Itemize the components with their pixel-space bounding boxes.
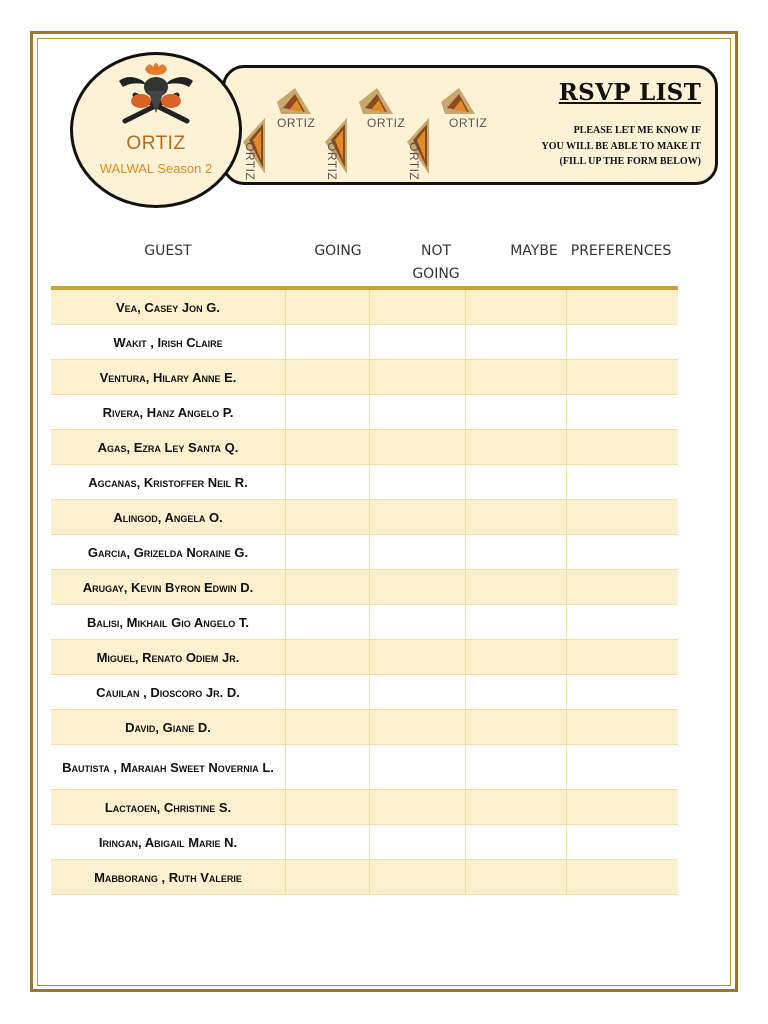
table-row [51, 535, 678, 570]
table-row [51, 325, 678, 360]
column-header-maybe: MAYBE [510, 243, 558, 259]
instruction-line: YOU WILL BE ABLE TO MAKE IT [541, 140, 701, 152]
tile-label: ORTIZ [367, 116, 406, 130]
not-going-cell[interactable] [369, 570, 466, 604]
logo-name: ORTIZ [126, 133, 186, 154]
not-going-cell[interactable] [369, 395, 466, 429]
tile-label-vertical: ORTIZ [325, 142, 339, 181]
tile-label: ORTIZ [277, 116, 316, 130]
rsvp-title: RSVP LIST [558, 79, 701, 106]
preferences-cell[interactable] [566, 395, 679, 429]
going-cell[interactable] [285, 290, 370, 324]
maybe-cell[interactable] [465, 290, 567, 324]
table-row [51, 640, 678, 675]
table-row [51, 790, 678, 825]
column-header-guest: GUEST [144, 243, 192, 259]
maybe-cell[interactable] [465, 710, 567, 744]
column-header-not-going [396, 240, 476, 286]
maybe-cell[interactable] [465, 605, 567, 639]
guest-name: Cauilan , Dioscoro Jr. D. [96, 684, 240, 700]
table-row [51, 360, 678, 395]
going-cell[interactable] [285, 745, 370, 789]
not-going-cell[interactable] [369, 605, 466, 639]
going-cell[interactable] [285, 710, 370, 744]
not-going-cell[interactable] [369, 465, 466, 499]
preferences-cell[interactable] [566, 790, 679, 824]
table-row [51, 290, 678, 325]
not-going-cell[interactable] [369, 860, 466, 894]
maybe-cell[interactable] [465, 790, 567, 824]
going-cell[interactable] [285, 605, 370, 639]
maybe-cell[interactable] [465, 465, 567, 499]
ortiz-logo [70, 52, 242, 208]
going-cell[interactable] [285, 360, 370, 394]
not-going-cell[interactable] [369, 790, 466, 824]
going-cell[interactable] [285, 500, 370, 534]
going-cell[interactable] [285, 790, 370, 824]
preferences-cell[interactable] [566, 465, 679, 499]
maybe-cell[interactable] [465, 360, 567, 394]
bull-skull-icon [115, 61, 197, 131]
maybe-cell[interactable] [465, 570, 567, 604]
going-cell[interactable] [285, 430, 370, 464]
header-line: GOING [412, 266, 460, 282]
going-cell[interactable] [285, 570, 370, 604]
maybe-cell[interactable] [465, 640, 567, 674]
not-going-cell[interactable] [369, 825, 466, 859]
column-header-preferences: PREFERENCES [570, 243, 672, 259]
going-cell[interactable] [285, 640, 370, 674]
table-row [51, 570, 678, 605]
preferences-cell[interactable] [566, 570, 679, 604]
going-cell[interactable] [285, 860, 370, 894]
preferences-cell[interactable] [566, 860, 679, 894]
not-going-cell[interactable] [369, 640, 466, 674]
guest-name: Bautista , Maraiah Sweet Novernia L. [62, 759, 274, 775]
preferences-cell[interactable] [566, 675, 679, 709]
table-row [51, 675, 678, 710]
maybe-cell[interactable] [465, 430, 567, 464]
header-line: NOT [420, 243, 452, 259]
maybe-cell[interactable] [465, 825, 567, 859]
preferences-cell[interactable] [566, 290, 679, 324]
maybe-cell[interactable] [465, 745, 567, 789]
guest-name: Miguel, Renato Odiem Jr. [96, 649, 240, 665]
not-going-cell[interactable] [369, 430, 466, 464]
preferences-cell[interactable] [566, 745, 679, 789]
column-header-going: GOING [314, 243, 362, 259]
maybe-cell[interactable] [465, 500, 567, 534]
going-cell[interactable] [285, 465, 370, 499]
going-cell[interactable] [285, 675, 370, 709]
table-row [51, 430, 678, 465]
not-going-cell[interactable] [369, 325, 466, 359]
guest-name: Agas, Ezra Ley Santa Q. [97, 439, 239, 455]
table-row [51, 465, 678, 500]
not-going-cell[interactable] [369, 290, 466, 324]
table-row [51, 395, 678, 430]
guest-name: Agcanas, Kristoffer Neil R. [88, 474, 248, 490]
preferences-cell[interactable] [566, 825, 679, 859]
guest-name: Iringan, Abigail Marie N. [98, 834, 238, 850]
tile-label-vertical: ORTIZ [407, 142, 421, 181]
guest-name: David, Giane D. [125, 719, 211, 735]
going-cell[interactable] [285, 825, 370, 859]
guest-name: Wakit , Irish Claire [113, 334, 223, 350]
table-row [51, 745, 678, 790]
guest-name: Rivera, Hanz Angelo P. [102, 404, 234, 420]
tile-label: ORTIZ [449, 116, 488, 130]
preferences-cell[interactable] [566, 430, 679, 464]
guest-name: Vea, Casey Jon G. [116, 299, 220, 315]
guest-name: Garcia, Grizelda Noraine G. [87, 544, 249, 560]
guest-name: Balisi, Mikhail Gio Angelo T. [87, 614, 249, 630]
logo-season: WALWAL Season 2 [99, 161, 213, 176]
table-row [51, 710, 678, 745]
instruction-line: PLEASE LET ME KNOW IF [573, 125, 701, 136]
not-going-cell[interactable] [369, 675, 466, 709]
preferences-cell[interactable] [566, 640, 679, 674]
maybe-cell[interactable] [465, 860, 567, 894]
guest-name: Alingod, Angela O. [113, 509, 223, 525]
going-cell[interactable] [285, 325, 370, 359]
not-going-cell[interactable] [369, 710, 466, 744]
ortiz-tile-logo [241, 78, 326, 181]
not-going-cell[interactable] [369, 500, 466, 534]
ortiz-tile-logo [323, 78, 408, 181]
rsvp-instructions [542, 123, 702, 170]
going-cell[interactable] [285, 395, 370, 429]
instruction-line: (FILL UP THE FORM BELOW) [559, 156, 701, 167]
preferences-cell[interactable] [566, 360, 679, 394]
preferences-cell[interactable] [566, 605, 679, 639]
tile-label-vertical: ORTIZ [243, 142, 257, 181]
header-banner [222, 65, 718, 185]
guest-name: Arugay, Kevin Byron Edwin D. [82, 579, 254, 595]
table-row [51, 500, 678, 535]
maybe-cell[interactable] [465, 675, 567, 709]
guest-name: Lactaoen, Christine S. [104, 799, 232, 815]
preferences-cell[interactable] [566, 710, 679, 744]
going-cell[interactable] [285, 535, 370, 569]
guest-name: Ventura, Hilary Anne E. [99, 369, 237, 385]
preferences-cell[interactable] [566, 535, 679, 569]
maybe-cell[interactable] [465, 325, 567, 359]
table-row [51, 825, 678, 860]
not-going-cell[interactable] [369, 360, 466, 394]
not-going-cell[interactable] [369, 535, 466, 569]
preferences-cell[interactable] [566, 325, 679, 359]
table-row [51, 860, 678, 895]
preferences-cell[interactable] [566, 500, 679, 534]
table-row [51, 605, 678, 640]
maybe-cell[interactable] [465, 535, 567, 569]
guest-name: Mabborang , Ruth Valerie [94, 869, 242, 885]
maybe-cell[interactable] [465, 395, 567, 429]
ortiz-tile-logo [405, 78, 490, 181]
not-going-cell[interactable] [369, 745, 466, 789]
